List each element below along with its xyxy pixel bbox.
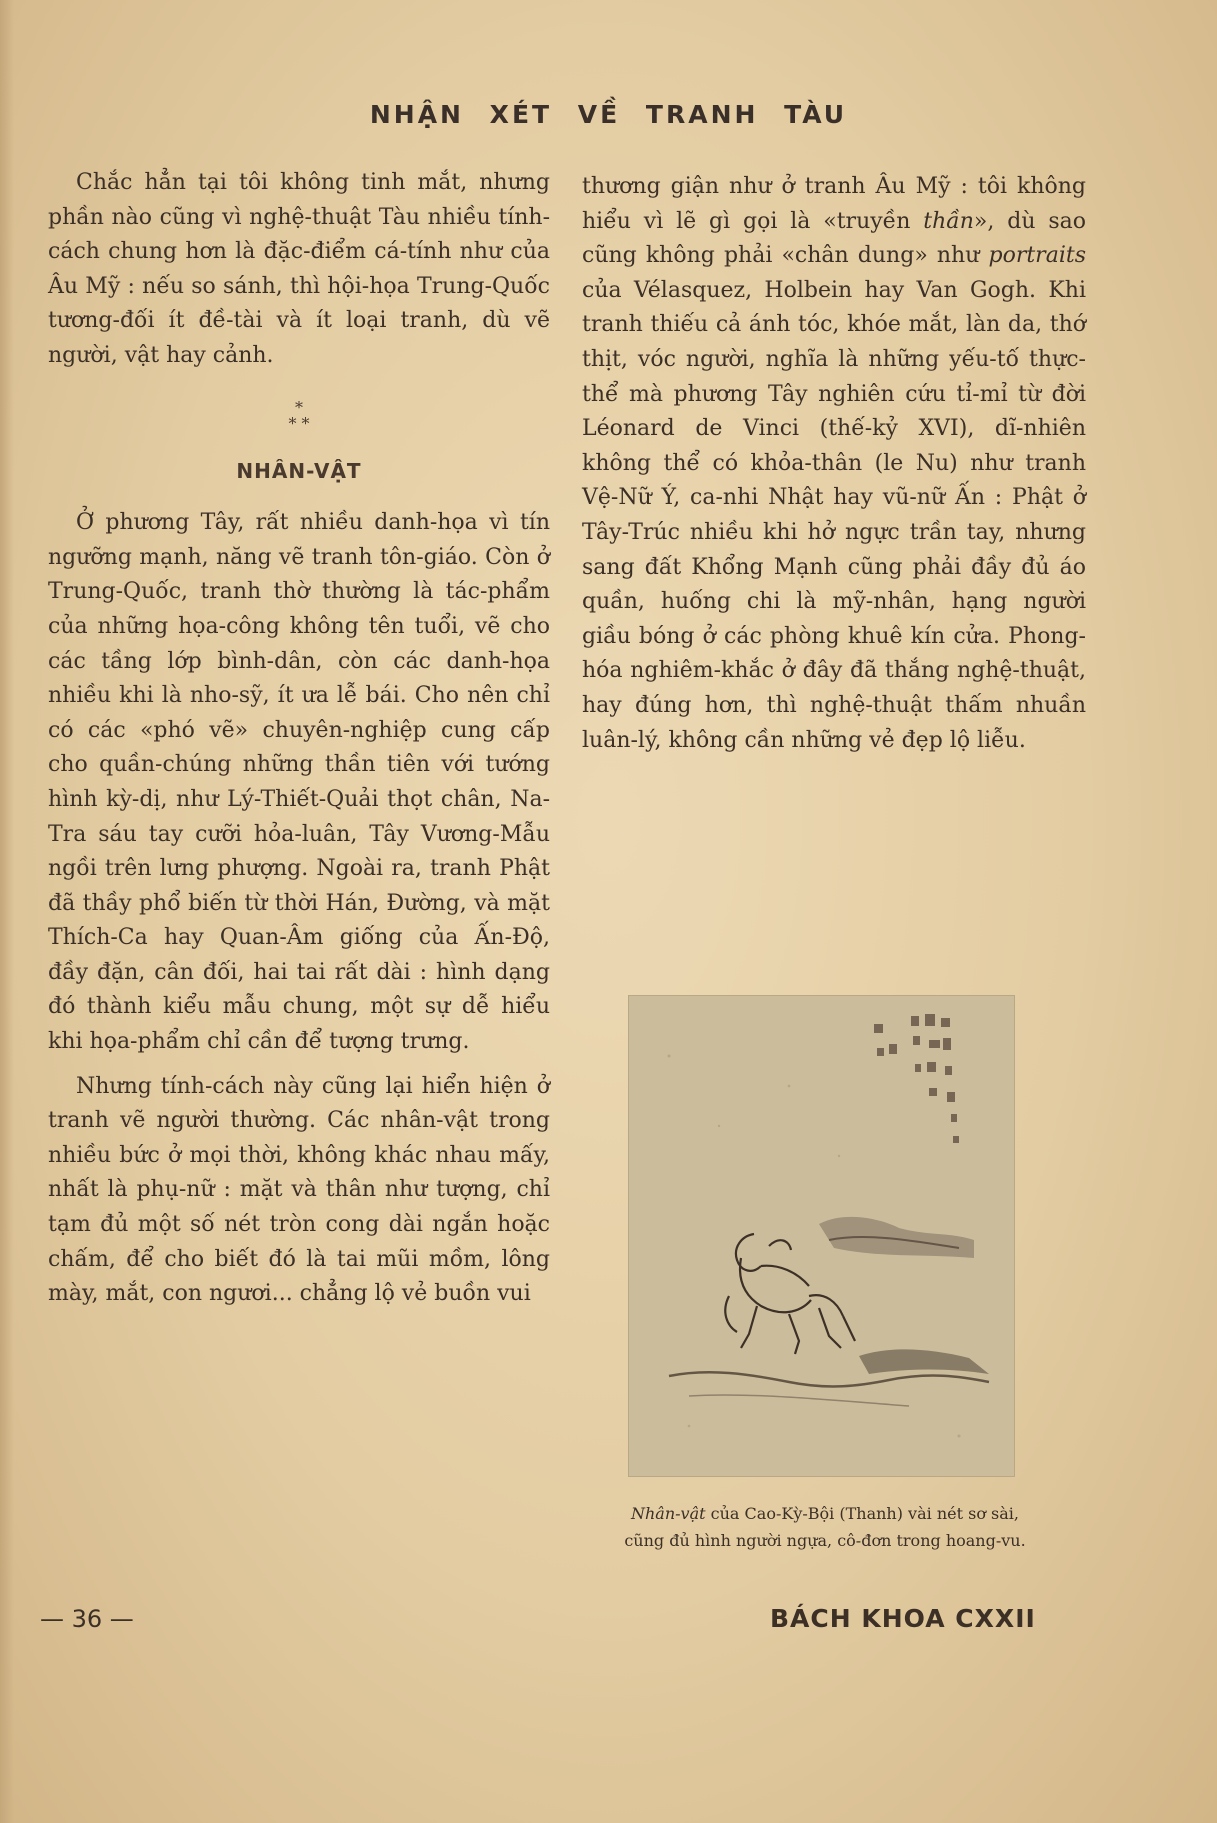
body-paragraph-2: Nhưng tính-cách này cũng lại hiển hiện ở tranh vẽ người thường. Các nhân-vật trong nhiều bức ở mọi thời, không khác nhau mấy, nhất là phụ-nữ : mặt và thân như tượng, chỉ tạm đủ một số nét tròn cong dài ngắn hoặc chấm, để cho biết đó là tai mũi mồm, lông mày, mắt, con ngươi... chẳng lộ vẻ buồn vui (48, 1073, 550, 1307)
emphasis-than: thần (923, 208, 974, 234)
text-run: », dù sao cũng không phải «chân dung» như (582, 208, 1087, 269)
page-edge-shadow (0, 0, 14, 1823)
body-paragraph-1: Ở phương Tây, rất nhiều danh-họa vì tín ngưỡng mạnh, năng vẽ tranh tôn-giáo. Còn ở Trung-Quốc, tranh thờ thường là tác-phẩm của những họa-công không tên tuổi, vẽ cho các tầng lớp bình-dân, còn các danh-họa nhiều khi là nho-sỹ, ít ưa lễ bái. Cho nên chỉ có các «phó vẽ» chuyên-nghiệp cung cấp cho quần-chúng những thần tiên với tướng hình kỳ-dị, như Lý-Thiết-Quải thọt chân, Na-Tra sáu tay cưỡi hỏa-luân, Tây Vương-Mẫu ngồi trên lưng phượng. Ngoài ra, tranh Phật đã thầy phổ biến từ thời Hán, Đường, và mặt Thích-Ca hay Quan-Âm giống của Ấn-Độ, đầy đặn, cân đối, hai tai rất dài : hình dạng đó thành kiểu mẫu chung, một sự dễ hiểu khi họa-phẩm chỉ cần để tượng trưng. (48, 510, 550, 1055)
figure-caption (620, 1500, 1030, 1554)
figure-painting (628, 995, 1015, 1477)
text-run: thương giận như ở tranh Âu Mỹ : tôi không hiểu vì lẽ gì gọi là «truyền (582, 174, 1086, 234)
running-title: NHẬN XÉT VỀ TRANH TÀU (369, 100, 848, 129)
text-run: của Vélasquez, Holbein hay Van Gogh. Khi tranh thiếu cả ánh tóc, khóe mắt, làn da, thớ thịt, vóc người, nghĩa là những yếu-tố thực-thể mà phương Tây nghiên cứu tỉ-mỉ từ đời Léonard de Vinci (thế-kỷ XVI), dĩ-nhiên không thể có khỏa-thân (le Nu) như tranh Vệ-Nữ Ý, ca-nhi Nhật hay vũ-nữ Ấn : Phật ở Tây-Trúc nhiều khi hở ngực trần tay, nhưng sang đất Khổng Mạnh cũng phải đầy đủ áo quần, huống chi là mỹ-nhân, hạng người giầu bóng ở các phòng khuê kín cửa. Phong-hóa nghiêm-khắc ở đây đã thắng nghệ-thuật, hay đúng hơn, thì nghệ-thuật thấm nhuần luân-lý, không cần những vẻ đẹp lộ liễu. (582, 277, 1086, 753)
continued-paragraph (582, 170, 1086, 758)
divider-star-top: * (295, 397, 303, 417)
divider-stars-bottom: * * (288, 413, 310, 433)
caption-emphasis: Nhân-vật (631, 1504, 706, 1523)
ink-painting-illustration (629, 996, 1014, 1476)
page-number: — 36 — (40, 1605, 134, 1633)
journal-name: BÁCH KHOA CXXII (770, 1604, 1036, 1633)
caption-text: của Cao-Kỳ-Bội (Thanh) vài nét sơ sài, cũng đủ hình người ngựa, cô-đơn trong hoang-vu. (624, 1504, 1026, 1550)
section-divider (48, 397, 550, 433)
section-title: NHÂN-VẬT (236, 458, 362, 483)
emphasis-portraits: portraits (988, 243, 1086, 269)
intro-paragraph: Chắc hẳn tại tôi không tinh mắt, nhưng phần nào cũng vì nghệ-thuật Tàu nhiều tính-cách chung hơn là đặc-điểm cá-tính như của Âu Mỹ : nếu so sánh, thì hội-họa Trung-Quốc tương-đối ít đề-tài và ít loại tranh, dù vẽ người, vật hay cảnh. (48, 170, 550, 368)
right-column (582, 170, 1086, 758)
left-column (48, 166, 550, 1312)
